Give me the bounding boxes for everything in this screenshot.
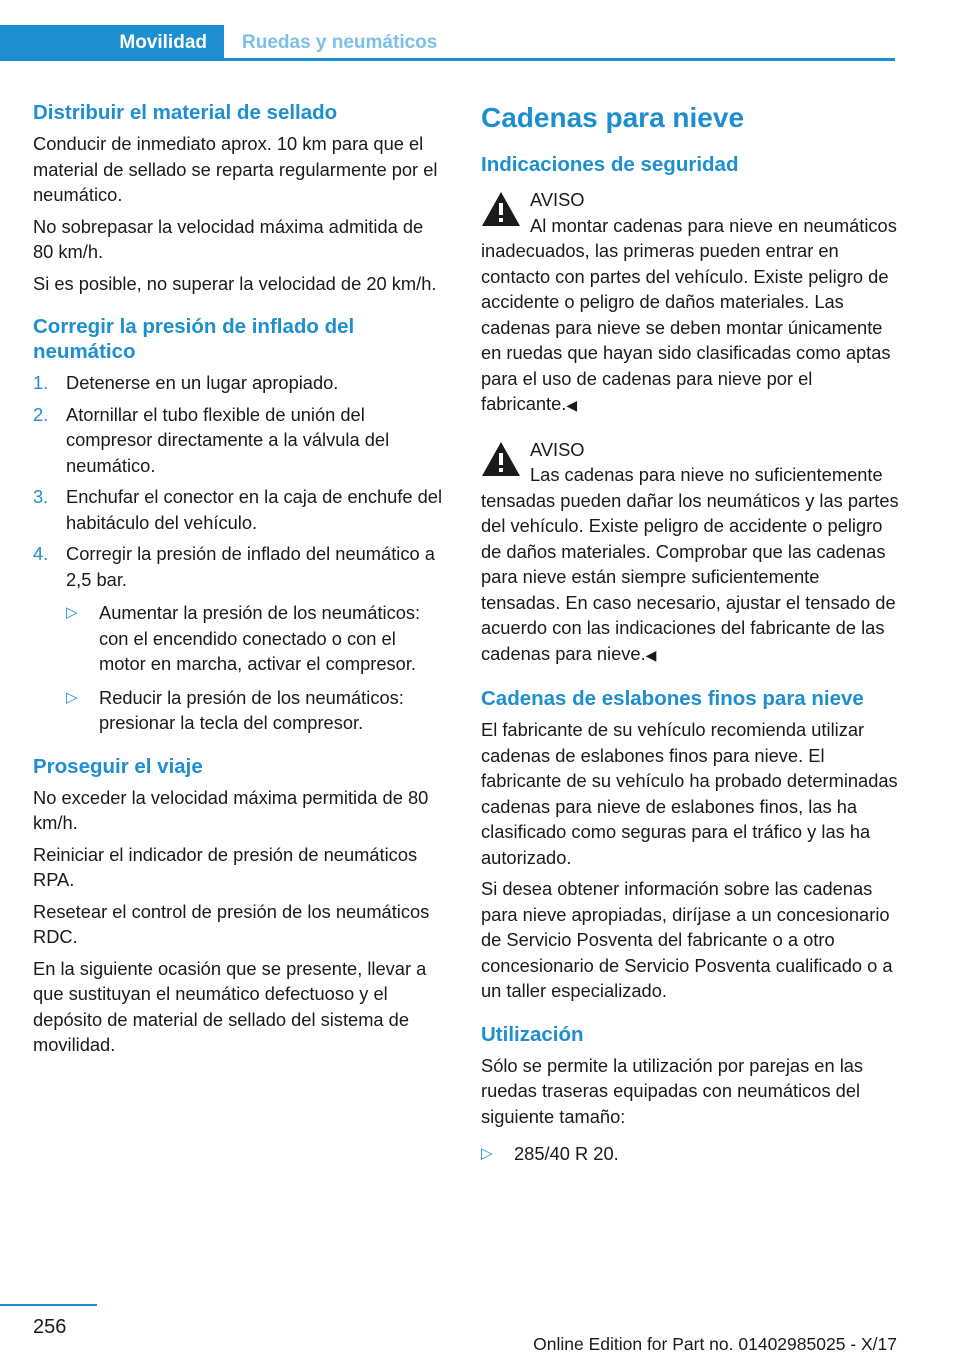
list-item xyxy=(33,541,447,736)
triangle-right-icon: ▷ xyxy=(66,604,78,621)
steps-list xyxy=(33,370,447,736)
step-text: Detenerse en un lugar apropiado. xyxy=(66,372,339,393)
paragraph: Reiniciar el indicador de presión de neumáticos RPA. xyxy=(33,843,418,890)
end-mark: ◀ xyxy=(566,397,578,413)
warning-label: AVISO xyxy=(530,189,585,210)
section-title-presion: Corregir la presión de inflado del neumático xyxy=(33,315,355,363)
step-text: Enchufar el conector en la caja de enchufe del habitáculo del vehículo. xyxy=(66,486,443,533)
bullet-text: 285/40 R 20. xyxy=(514,1143,619,1164)
paragraph: Si desea obtener información sobre las cadenas para nieve apropiadas, diríjase a un concesionario de Servicio Posventa del fabricante o a otro concesionario de Servicio Posventa cualificado o a un taller especializado. xyxy=(481,878,893,1001)
warning-text: Las cadenas para nieve no suficientemente tensadas pueden dañar los neumáticos y las partes del vehículo. Existe peligro de accidente o peligro de daños materiales. Comprobar que las cadenas para nieve están siempre suficientemente tensadas. En caso necesario, ajustar el tensado de acuerdo con las indicaciones del fabricante de las cadenas para nieve.◀ xyxy=(481,464,899,664)
paragraph: El fabricante de su vehículo recomienda utilizar cadenas de eslabones finos para nieve. El fabricante de su vehículo ha probado determinadas cadenas para nieve de eslabones finos, las ha clasificado como seguras para el tráfico y las ha autorizado. xyxy=(481,719,898,868)
warning-triangle-icon xyxy=(481,441,521,477)
list-item xyxy=(33,370,447,396)
tab-ruedas-neumaticos[interactable]: Ruedas y neumáticos xyxy=(242,32,438,53)
paragraph: No sobrepasar la velocidad máxima admitida de 80 km/h. xyxy=(33,215,424,262)
section-title-sellado: Distribuir el material de sellado xyxy=(33,101,338,124)
page-number: 256 xyxy=(33,1316,67,1338)
bullet-text: Aumentar la presión de los neumáticos: con el encendido conectado o con el motor en marcha, activar el compresor. xyxy=(99,602,421,674)
paragraph: No exceder la velocidad máxima permitida de 80 km/h. xyxy=(33,786,429,833)
bullet-text: Reducir la presión de los neumáticos: presionar la tecla del compresor. xyxy=(99,686,404,733)
step-number: 2. xyxy=(33,403,49,425)
step-text: Corregir la presión de inflado del neumático a 2,5 bar. xyxy=(66,543,435,590)
edition-footer: Online Edition for Part no. 01402985025 - X/17 xyxy=(533,1334,897,1354)
list-item xyxy=(66,600,447,677)
list-item xyxy=(66,685,447,736)
triangle-right-icon: ▷ xyxy=(481,1145,493,1162)
warning-text: Al montar cadenas para nieve en neumáticos inadecuados, las primeras pueden entrar en contacto con partes del vehículo. Existe peligro de accidente o peligro de daños materiales. Las cadenas para nieve se deben montar únicamente en ruedas que hayan sido clasificadas como aptas para el uso de cadenas para nieve por el fabricante.◀ xyxy=(481,214,897,414)
right-column xyxy=(481,100,899,1167)
section-title-seguridad: Indicaciones de seguridad xyxy=(481,153,739,176)
step-text: Atornillar el tubo flexible de unión del compresor directamente a la válvula del neumático. xyxy=(66,403,390,476)
step-number: 3. xyxy=(33,486,49,507)
list-item xyxy=(33,484,447,535)
paragraph: Conducir de inmediato aprox. 10 km para que el material de sellado se reparta regularmente por el neumático. xyxy=(33,133,438,205)
section-title-eslabones: Cadenas de eslabones finos para nieve xyxy=(481,687,864,710)
tab-movilidad[interactable]: Movilidad xyxy=(0,25,224,61)
footer-divider xyxy=(0,1304,97,1306)
list-item xyxy=(33,402,447,479)
warning-triangle-icon xyxy=(481,191,521,227)
paragraph: En la siguiente ocasión que se presente, llevar a que sustituyan el neumático defectuoso y el depósito de material de sellado del sistema de movilidad. xyxy=(33,957,427,1055)
step-number: 1. xyxy=(33,372,49,393)
header-bar xyxy=(0,25,895,61)
paragraph: Sólo se permite la utilización por parejas en las ruedas traseras equipadas con neumáticos del siguiente tamaño: xyxy=(481,1054,864,1127)
end-mark: ◀ xyxy=(645,646,657,663)
paragraph: Resetear el control de presión de los neumáticos RDC. xyxy=(33,900,430,947)
triangle-right-icon: ▷ xyxy=(66,688,78,706)
warning-box xyxy=(481,437,899,669)
step-number: 4. xyxy=(33,543,49,564)
section-title-utilizacion: Utilización xyxy=(481,1022,584,1046)
step-body xyxy=(66,541,447,736)
left-column xyxy=(33,100,447,1058)
page-title: Cadenas para nieve xyxy=(481,102,745,133)
section-title-viaje: Proseguir el viaje xyxy=(33,754,203,778)
warning-box xyxy=(481,187,899,419)
paragraph: Si es posible, no superar la velocidad de 20 km/h. xyxy=(33,272,437,294)
list-item xyxy=(481,1141,899,1167)
warning-label: AVISO xyxy=(530,438,585,460)
